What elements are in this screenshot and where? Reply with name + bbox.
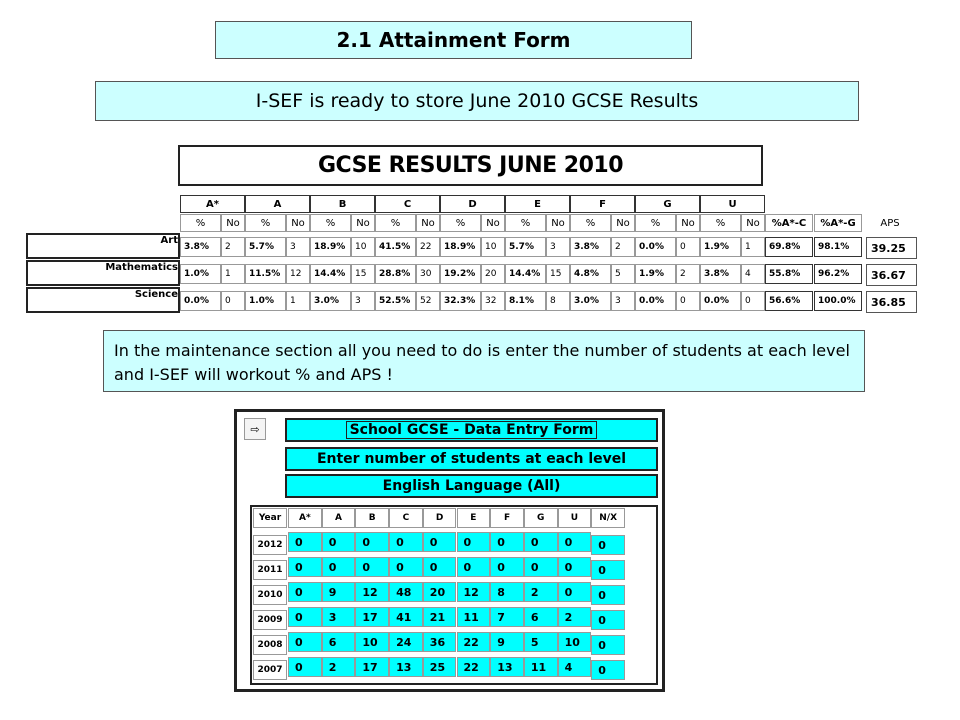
aps-cell: 36.85 [866, 291, 917, 313]
no-subheader: No [546, 214, 570, 232]
grade-count-input[interactable]: 0 [288, 607, 322, 627]
pct-cell: 0.0% [700, 291, 741, 311]
grade-count-input[interactable]: 13 [490, 657, 524, 677]
year-label: 2007 [253, 660, 287, 680]
grade-count-input[interactable]: 41 [389, 607, 423, 627]
no-cell: 1 [221, 264, 245, 284]
form-instruction-text: Enter number of students at each level [314, 451, 629, 467]
no-subheader: No [676, 214, 700, 232]
pct-cell: 1.9% [635, 264, 676, 284]
pct-cell: 5.7% [505, 237, 546, 257]
form-instruction [285, 447, 658, 471]
grade-header: A [245, 195, 310, 213]
pct-cell: 8.1% [505, 291, 546, 311]
grade-count-input[interactable]: 0 [423, 532, 457, 552]
grade-count-input[interactable]: 2 [524, 582, 558, 602]
grade-count-input[interactable]: 0 [490, 532, 524, 552]
grade-count-input[interactable]: 20 [423, 582, 457, 602]
grade-count-input[interactable]: 12 [355, 582, 389, 602]
no-cell: 2 [221, 237, 245, 257]
pct-cell: 18.9% [310, 237, 351, 257]
no-cell: 15 [546, 264, 570, 284]
pct-cell: 3.8% [180, 237, 221, 257]
slide-title-text: 2.1 Attainment Form [336, 28, 571, 52]
grade-count-input[interactable]: 48 [389, 582, 423, 602]
grade-count-input[interactable]: 8 [490, 582, 524, 602]
summary-header-ag: %A*-G [814, 214, 862, 232]
pct-cell: 52.5% [375, 291, 416, 311]
grade-count-input[interactable]: 0 [288, 557, 322, 577]
grade-count-input[interactable]: 0 [591, 560, 625, 580]
pct-cell: 3.0% [570, 291, 611, 311]
no-cell: 4 [741, 264, 765, 284]
column-header: N/X [591, 508, 625, 528]
grade-count-input[interactable]: 17 [355, 657, 389, 677]
pct-subheader: % [180, 214, 221, 232]
pct-cell: 5.7% [245, 237, 286, 257]
column-header: B [355, 508, 389, 528]
grade-header: D [440, 195, 505, 213]
grade-header: U [700, 195, 765, 213]
no-cell: 0 [741, 291, 765, 311]
form-title-text: School GCSE - Data Entry Form [346, 421, 598, 439]
grade-count-input[interactable]: 0 [389, 557, 423, 577]
ag-cell: 100.0% [814, 291, 862, 311]
pct-subheader: % [310, 214, 351, 232]
grade-count-input[interactable]: 6 [322, 632, 356, 652]
no-cell: 2 [611, 237, 635, 257]
no-cell: 0 [676, 291, 700, 311]
year-label: 2012 [253, 535, 287, 555]
grade-count-input[interactable]: 0 [288, 632, 322, 652]
pct-cell: 0.0% [180, 291, 221, 311]
grade-count-input[interactable]: 0 [591, 610, 625, 630]
grade-header: B [310, 195, 375, 213]
grade-count-input[interactable]: 5 [524, 632, 558, 652]
no-cell: 3 [546, 237, 570, 257]
no-cell: 3 [351, 291, 375, 311]
year-label: 2010 [253, 585, 287, 605]
pct-cell: 32.3% [440, 291, 481, 311]
no-subheader: No [481, 214, 505, 232]
year-label: 2009 [253, 610, 287, 630]
summary-header-aps: APS [865, 214, 915, 232]
no-subheader: No [351, 214, 375, 232]
grade-count-input[interactable]: 22 [457, 657, 491, 677]
column-header: U [558, 508, 592, 528]
grade-count-input[interactable]: 0 [457, 557, 491, 577]
grade-header: E [505, 195, 570, 213]
pct-subheader: % [505, 214, 546, 232]
subject-label: Science [134, 289, 178, 300]
no-cell: 52 [416, 291, 440, 311]
pct-cell: 41.5% [375, 237, 416, 257]
pct-cell: 3.8% [570, 237, 611, 257]
no-subheader: No [611, 214, 635, 232]
grade-count-input[interactable]: 0 [355, 557, 389, 577]
grade-count-input[interactable]: 22 [457, 632, 491, 652]
exit-icon: ⇨ [250, 422, 260, 436]
year-label: 2011 [253, 560, 287, 580]
grade-count-input[interactable]: 36 [423, 632, 457, 652]
grade-count-input[interactable]: 10 [355, 632, 389, 652]
pct-subheader: % [700, 214, 741, 232]
ag-cell: 96.2% [814, 264, 862, 284]
results-heading [178, 145, 763, 186]
no-subheader: No [286, 214, 310, 232]
grade-count-input[interactable]: 21 [423, 607, 457, 627]
grade-header: A* [180, 195, 245, 213]
grade-count-input[interactable]: 13 [389, 657, 423, 677]
aps-cell: 36.67 [866, 264, 917, 286]
slide-subtitle [95, 81, 859, 121]
no-subheader: No [221, 214, 245, 232]
no-cell: 1 [286, 291, 310, 311]
grade-count-input[interactable]: 3 [322, 607, 356, 627]
grade-count-input[interactable]: 0 [288, 582, 322, 602]
pct-subheader: % [245, 214, 286, 232]
grade-count-input[interactable]: 0 [322, 532, 356, 552]
pct-cell: 14.4% [505, 264, 546, 284]
form-subject-text: English Language (All) [380, 478, 564, 494]
grade-count-input[interactable]: 0 [457, 532, 491, 552]
no-cell: 10 [351, 237, 375, 257]
no-cell: 0 [221, 291, 245, 311]
pct-subheader: % [635, 214, 676, 232]
grade-count-input[interactable]: 0 [591, 635, 625, 655]
column-header: C [389, 508, 423, 528]
no-subheader: No [741, 214, 765, 232]
pct-subheader: % [375, 214, 416, 232]
pct-cell: 0.0% [635, 237, 676, 257]
slide-subtitle-text: I-SEF is ready to store June 2010 GCSE Results [255, 90, 699, 112]
no-cell: 5 [611, 264, 635, 284]
grade-header: G [635, 195, 700, 213]
grade-count-input[interactable]: 11 [524, 657, 558, 677]
ac-cell: 69.8% [765, 237, 813, 257]
grade-count-input[interactable]: 7 [490, 607, 524, 627]
column-header: A [322, 508, 356, 528]
ac-cell: 55.8% [765, 264, 813, 284]
grade-count-input[interactable]: 0 [490, 557, 524, 577]
subject-label: Art [160, 235, 178, 246]
grade-count-input[interactable]: 12 [457, 582, 491, 602]
grade-count-input[interactable]: 0 [524, 532, 558, 552]
grade-count-input[interactable]: 2 [322, 657, 356, 677]
slide-title [215, 21, 692, 59]
no-cell: 12 [286, 264, 310, 284]
grade-count-input[interactable]: 9 [322, 582, 356, 602]
form-title [285, 418, 658, 442]
no-cell: 0 [676, 237, 700, 257]
grade-count-input[interactable]: 0 [322, 557, 356, 577]
grade-count-input[interactable]: 0 [423, 557, 457, 577]
pct-cell: 4.8% [570, 264, 611, 284]
no-subheader: No [416, 214, 440, 232]
grade-count-input[interactable]: 10 [558, 632, 592, 652]
pct-cell: 19.2% [440, 264, 481, 284]
grade-count-input[interactable]: 9 [490, 632, 524, 652]
grade-count-input[interactable]: 25 [423, 657, 457, 677]
no-cell: 2 [676, 264, 700, 284]
grade-count-input[interactable]: 0 [389, 532, 423, 552]
year-label: 2008 [253, 635, 287, 655]
pct-cell: 1.0% [245, 291, 286, 311]
form-subject [285, 474, 658, 498]
column-header: F [490, 508, 524, 528]
column-header-year: Year [253, 508, 287, 528]
grade-count-input[interactable]: 24 [389, 632, 423, 652]
no-cell: 22 [416, 237, 440, 257]
no-cell: 32 [481, 291, 505, 311]
grade-count-input[interactable]: 17 [355, 607, 389, 627]
summary-header-ac: %A*-C [765, 214, 813, 232]
grade-count-input[interactable]: 0 [558, 532, 592, 552]
exit-button[interactable] [244, 418, 266, 440]
grade-count-input[interactable]: 0 [558, 582, 592, 602]
subject-label: Mathematics [105, 262, 178, 273]
pct-cell: 28.8% [375, 264, 416, 284]
no-cell: 3 [286, 237, 310, 257]
pct-cell: 14.4% [310, 264, 351, 284]
no-cell: 15 [351, 264, 375, 284]
no-cell: 8 [546, 291, 570, 311]
grade-count-input[interactable]: 0 [558, 557, 592, 577]
grade-header: F [570, 195, 635, 213]
pct-cell: 3.0% [310, 291, 351, 311]
pct-cell: 3.8% [700, 264, 741, 284]
no-cell: 10 [481, 237, 505, 257]
grade-header: C [375, 195, 440, 213]
no-cell: 20 [481, 264, 505, 284]
pct-subheader: % [570, 214, 611, 232]
no-cell: 1 [741, 237, 765, 257]
pct-cell: 18.9% [440, 237, 481, 257]
grade-count-input[interactable]: 11 [457, 607, 491, 627]
grade-count-input[interactable]: 0 [524, 557, 558, 577]
grade-count-input[interactable]: 0 [591, 535, 625, 555]
grade-count-input[interactable]: 2 [558, 607, 592, 627]
grade-count-input[interactable]: 0 [288, 657, 322, 677]
aps-cell: 39.25 [866, 237, 917, 259]
grade-count-input[interactable]: 0 [355, 532, 389, 552]
pct-cell: 1.9% [700, 237, 741, 257]
grade-count-input[interactable]: 0 [591, 585, 625, 605]
maintenance-note-text: In the maintenance section all you need to do is enter the number of students at each level and I-SEF will workout % and APS ! [114, 341, 850, 384]
pct-cell: 1.0% [180, 264, 221, 284]
ag-cell: 98.1% [814, 237, 862, 257]
pct-cell: 0.0% [635, 291, 676, 311]
grade-count-input[interactable]: 0 [591, 660, 625, 680]
no-cell: 3 [611, 291, 635, 311]
pct-cell: 11.5% [245, 264, 286, 284]
results-heading-text: GCSE RESULTS JUNE 2010 [317, 153, 624, 178]
grade-count-input[interactable]: 0 [288, 532, 322, 552]
ac-cell: 56.6% [765, 291, 813, 311]
maintenance-note [103, 330, 865, 392]
column-header: G [524, 508, 558, 528]
column-header: E [457, 508, 491, 528]
column-header: D [423, 508, 457, 528]
grade-count-input[interactable]: 6 [524, 607, 558, 627]
no-cell: 30 [416, 264, 440, 284]
pct-subheader: % [440, 214, 481, 232]
grade-count-input[interactable]: 4 [558, 657, 592, 677]
column-header: A* [288, 508, 322, 528]
